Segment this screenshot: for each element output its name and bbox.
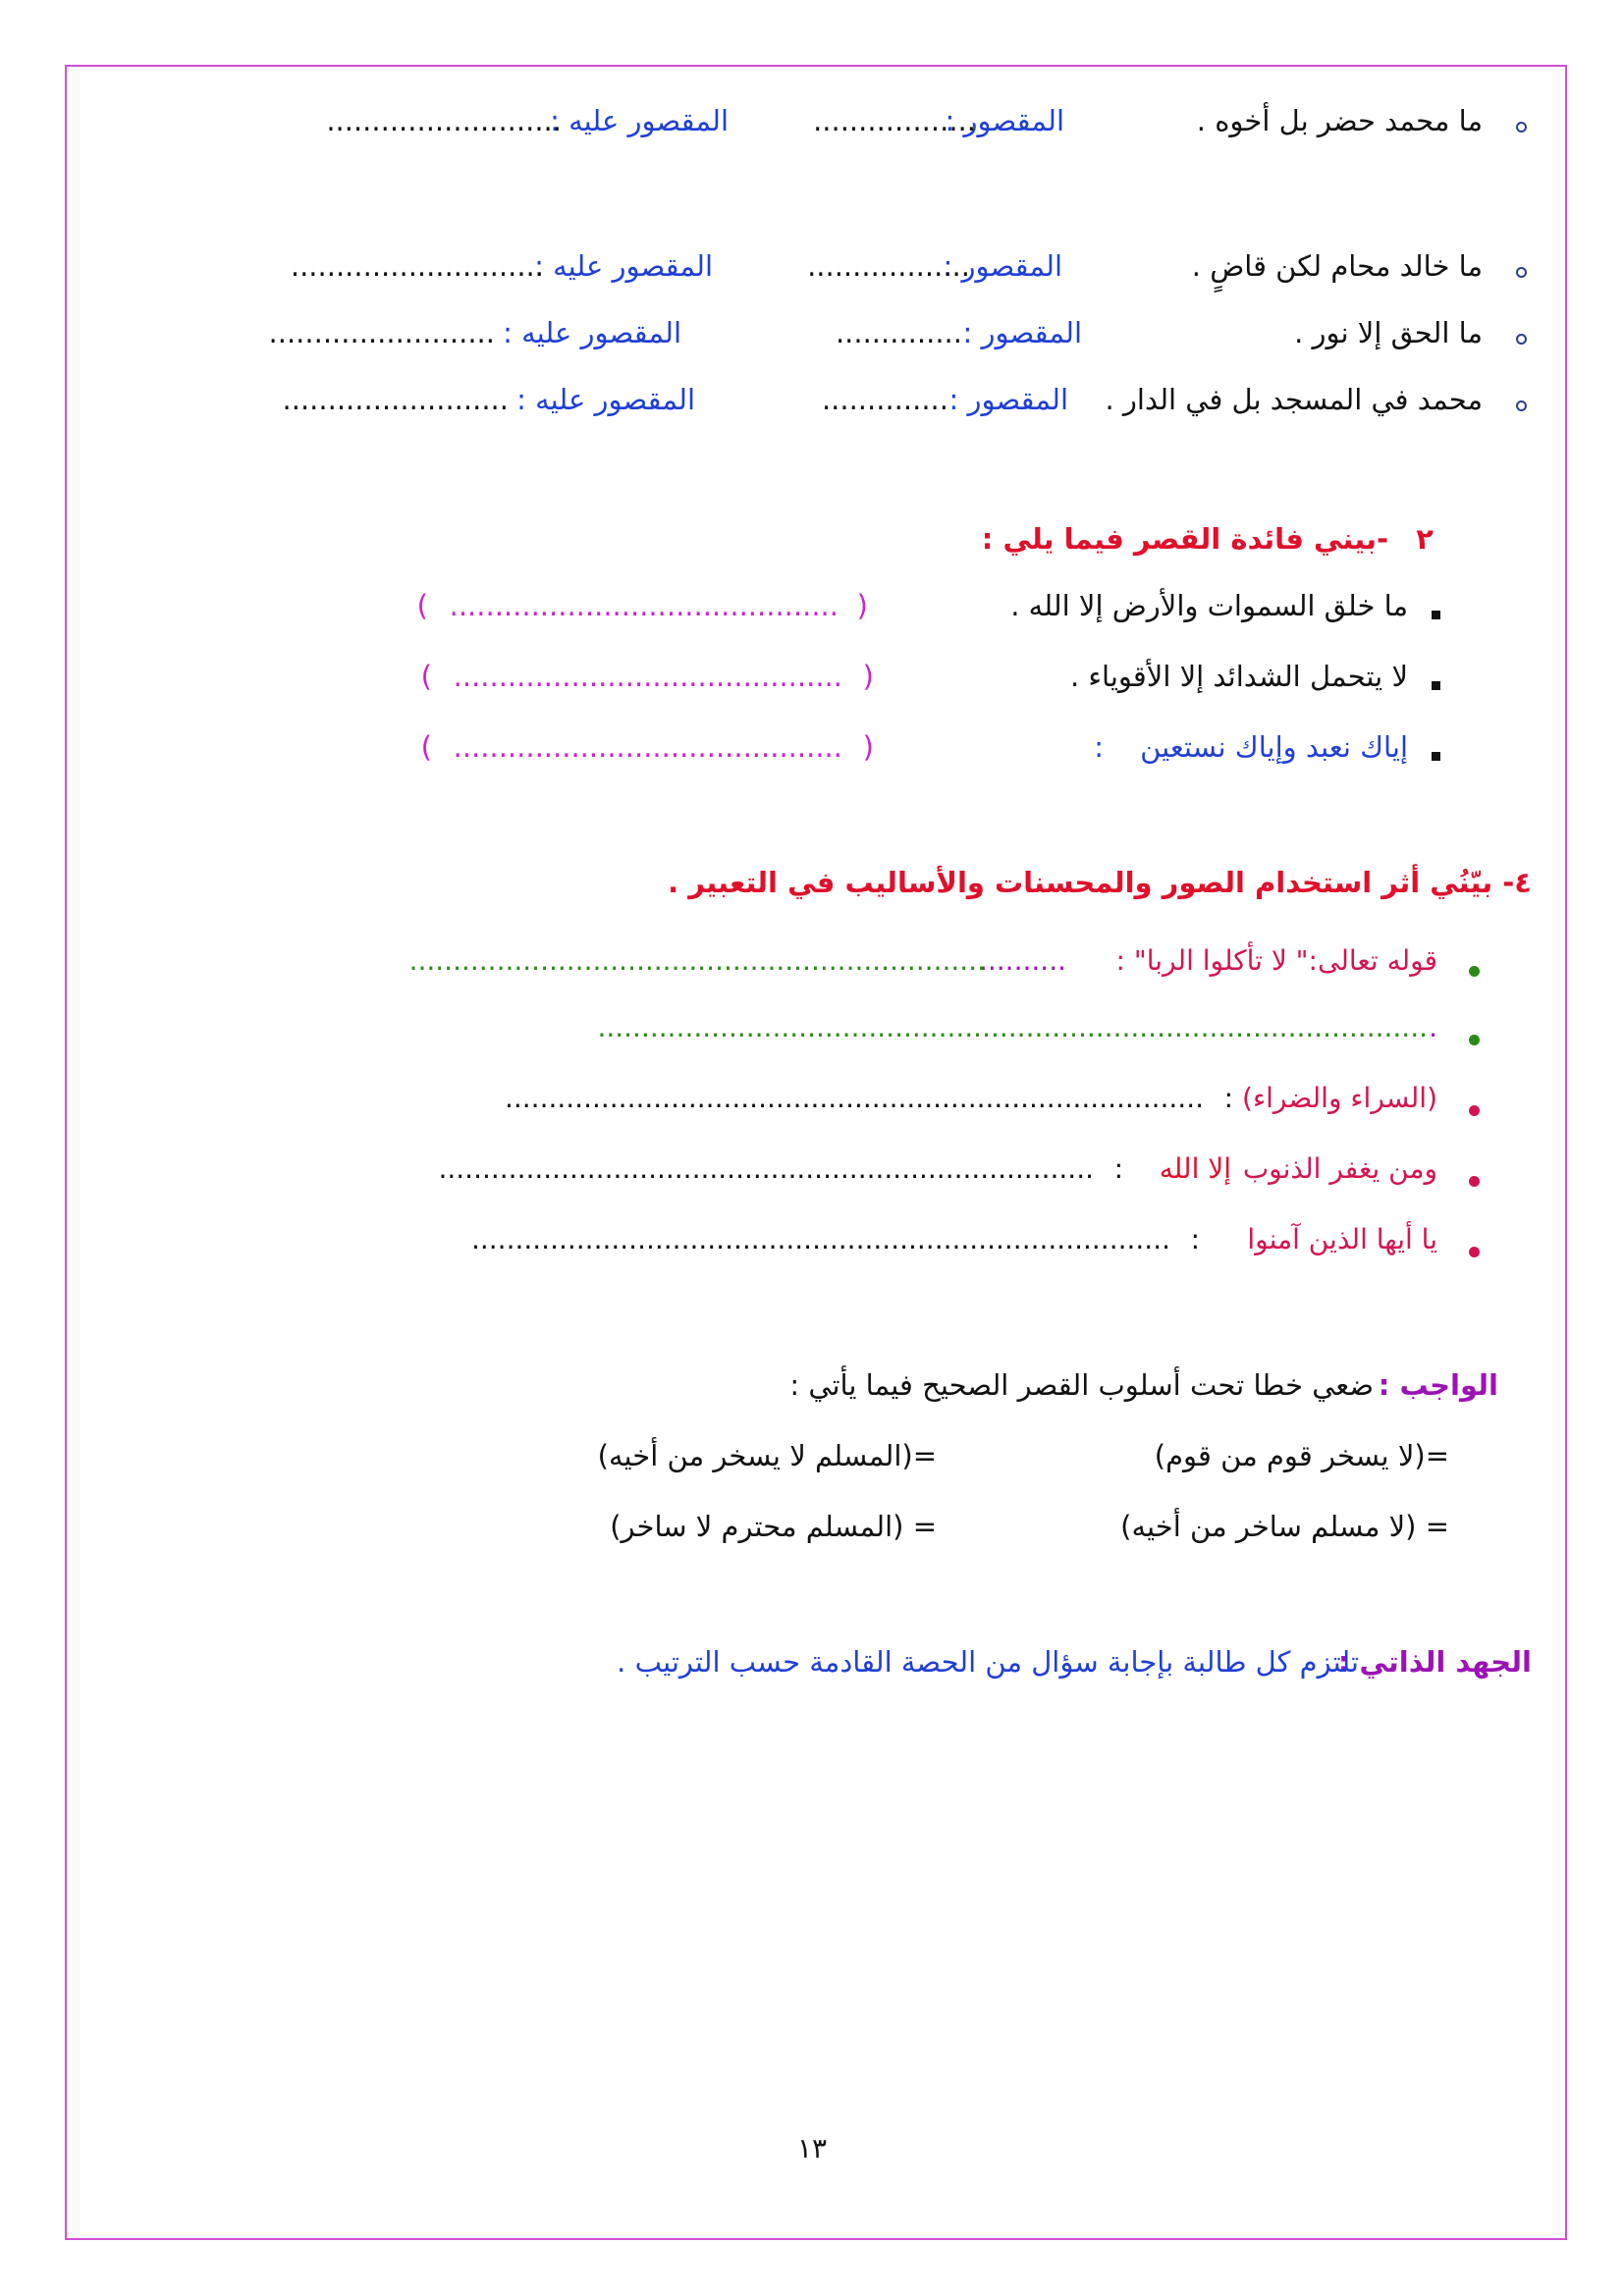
open-paren: ( — [856, 589, 868, 622]
answer-blank[interactable]: .......... — [978, 944, 1066, 977]
dot-bullet-icon — [1469, 1176, 1480, 1187]
answer-blank[interactable]: ........................................... — [449, 589, 839, 622]
choice-option[interactable]: =(لا يسخر قوم من قوم) — [1154, 1439, 1449, 1472]
section-number: ٢ — [1416, 522, 1434, 556]
self-effort-text: تلتزم كل طالبة بإجابة سؤال من الحصة القادمة حسب الترتيب . — [617, 1645, 1359, 1679]
close-paren: ) — [420, 660, 432, 693]
circle-bullet-icon — [1516, 334, 1527, 345]
label-maqsur: المقصور : — [962, 316, 1082, 349]
label-maqsur-alayh: المقصور عليه : — [534, 249, 713, 283]
sentence: ما خالد محام لكن قاضٍ . — [1191, 249, 1483, 283]
sentence: محمد في المسجد بل في الدار . — [1105, 383, 1483, 416]
homework-label: الواجب : — [1378, 1368, 1498, 1402]
square-bullet-icon — [1432, 611, 1440, 619]
choice-option[interactable]: = (لا مسلم ساخر من أخيه) — [1120, 1510, 1449, 1543]
colon: : — [1094, 730, 1104, 764]
open-paren: ( — [862, 660, 874, 693]
label-maqsur-alayh: المقصور عليه : — [516, 383, 695, 416]
self-effort-label: الجهد الذاتي : — [1337, 1645, 1532, 1679]
dot-bullet-icon — [1469, 1035, 1480, 1045]
open-paren: ( — [862, 730, 874, 764]
colon: : — [1113, 1152, 1123, 1185]
answer-blank[interactable]: .................. — [807, 249, 970, 283]
statement: لا يتحمل الشدائد إلا الأقوياء . — [1069, 660, 1408, 693]
answer-blank[interactable]: ......................... — [282, 383, 509, 416]
sentence: ما محمد حضر بل أخوه . — [1196, 104, 1483, 137]
label-maqsur: المقصور : — [948, 383, 1068, 416]
answer-blank[interactable]: ......................... — [268, 316, 495, 349]
quote-text: (السراء والضراء) — [1242, 1082, 1437, 1114]
answer-blank[interactable]: .................. — [813, 104, 976, 137]
statement: ما خلق السموات والأرض إلا الله . — [1010, 589, 1408, 622]
quote-text: ومن يغفر الذنوب — [1242, 1152, 1437, 1185]
sentence: ما الحق إلا نور . — [1294, 316, 1483, 349]
quote-text: قوله تعالى:" لا تأكلوا الربا" : — [1115, 944, 1437, 977]
label-maqsur-alayh: المقصور عليه : — [550, 104, 729, 137]
section-heading: ٤- بيّنُي أثر استخدام الصور والمحسنات والأساليب في التعبير . — [668, 866, 1532, 899]
close-paren: ) — [416, 589, 428, 622]
answer-blank[interactable]: .............. — [821, 383, 948, 416]
quote-text: يا أيها الذين آمنوا — [1247, 1223, 1437, 1255]
answer-blank[interactable]: ........................................... — [453, 730, 842, 764]
answer-blank[interactable]: .............. — [835, 316, 962, 349]
label-maqsur-alayh: المقصور عليه : — [503, 316, 681, 349]
answer-blank[interactable]: . — [1429, 1011, 1437, 1043]
label-maqsur: المقصور : — [945, 104, 1064, 137]
circle-bullet-icon — [1516, 122, 1527, 133]
homework-instruction: ضعي خطا تحت أسلوب القصر الصحيح فيما يأتي : — [789, 1368, 1374, 1402]
answer-blank[interactable]: ........................................................................... — [438, 1152, 1094, 1185]
answer-blank[interactable]: .......................... — [326, 104, 562, 137]
square-bullet-icon — [1432, 681, 1440, 690]
dot-bullet-icon — [1469, 1247, 1480, 1257]
answer-blank[interactable]: ................................................................................ — [470, 1223, 1170, 1255]
answer-blank[interactable]: .................................................................. — [408, 944, 986, 977]
answer-blank[interactable]: ........................................... — [453, 660, 842, 693]
quote-text-highlight: إلا الله — [1159, 1152, 1231, 1185]
answer-blank[interactable]: ................................................................................ — [504, 1082, 1204, 1114]
colon: : — [1190, 1223, 1200, 1255]
square-bullet-icon — [1432, 752, 1440, 761]
answer-blank[interactable]: ............................................................................................... — [597, 1011, 1428, 1043]
choice-option[interactable]: =(المسلم لا يسخر من أخيه) — [597, 1439, 937, 1472]
close-paren: ) — [420, 730, 432, 764]
dot-bullet-icon — [1469, 966, 1480, 977]
colon: : — [1223, 1082, 1233, 1114]
choice-option[interactable]: = (المسلم محترم لا ساخر) — [610, 1510, 937, 1543]
page-number: ١٣ — [797, 2132, 828, 2164]
circle-bullet-icon — [1516, 400, 1527, 411]
label-maqsur: المقصور : — [943, 249, 1062, 283]
dot-bullet-icon — [1469, 1105, 1480, 1116]
circle-bullet-icon — [1516, 267, 1527, 278]
answer-blank[interactable]: ............................ — [290, 249, 544, 283]
statement: إياك نعبد وإياك نستعين — [1140, 730, 1408, 764]
section-heading: -بيني فائدة القصر فيما يلي : — [981, 522, 1388, 556]
